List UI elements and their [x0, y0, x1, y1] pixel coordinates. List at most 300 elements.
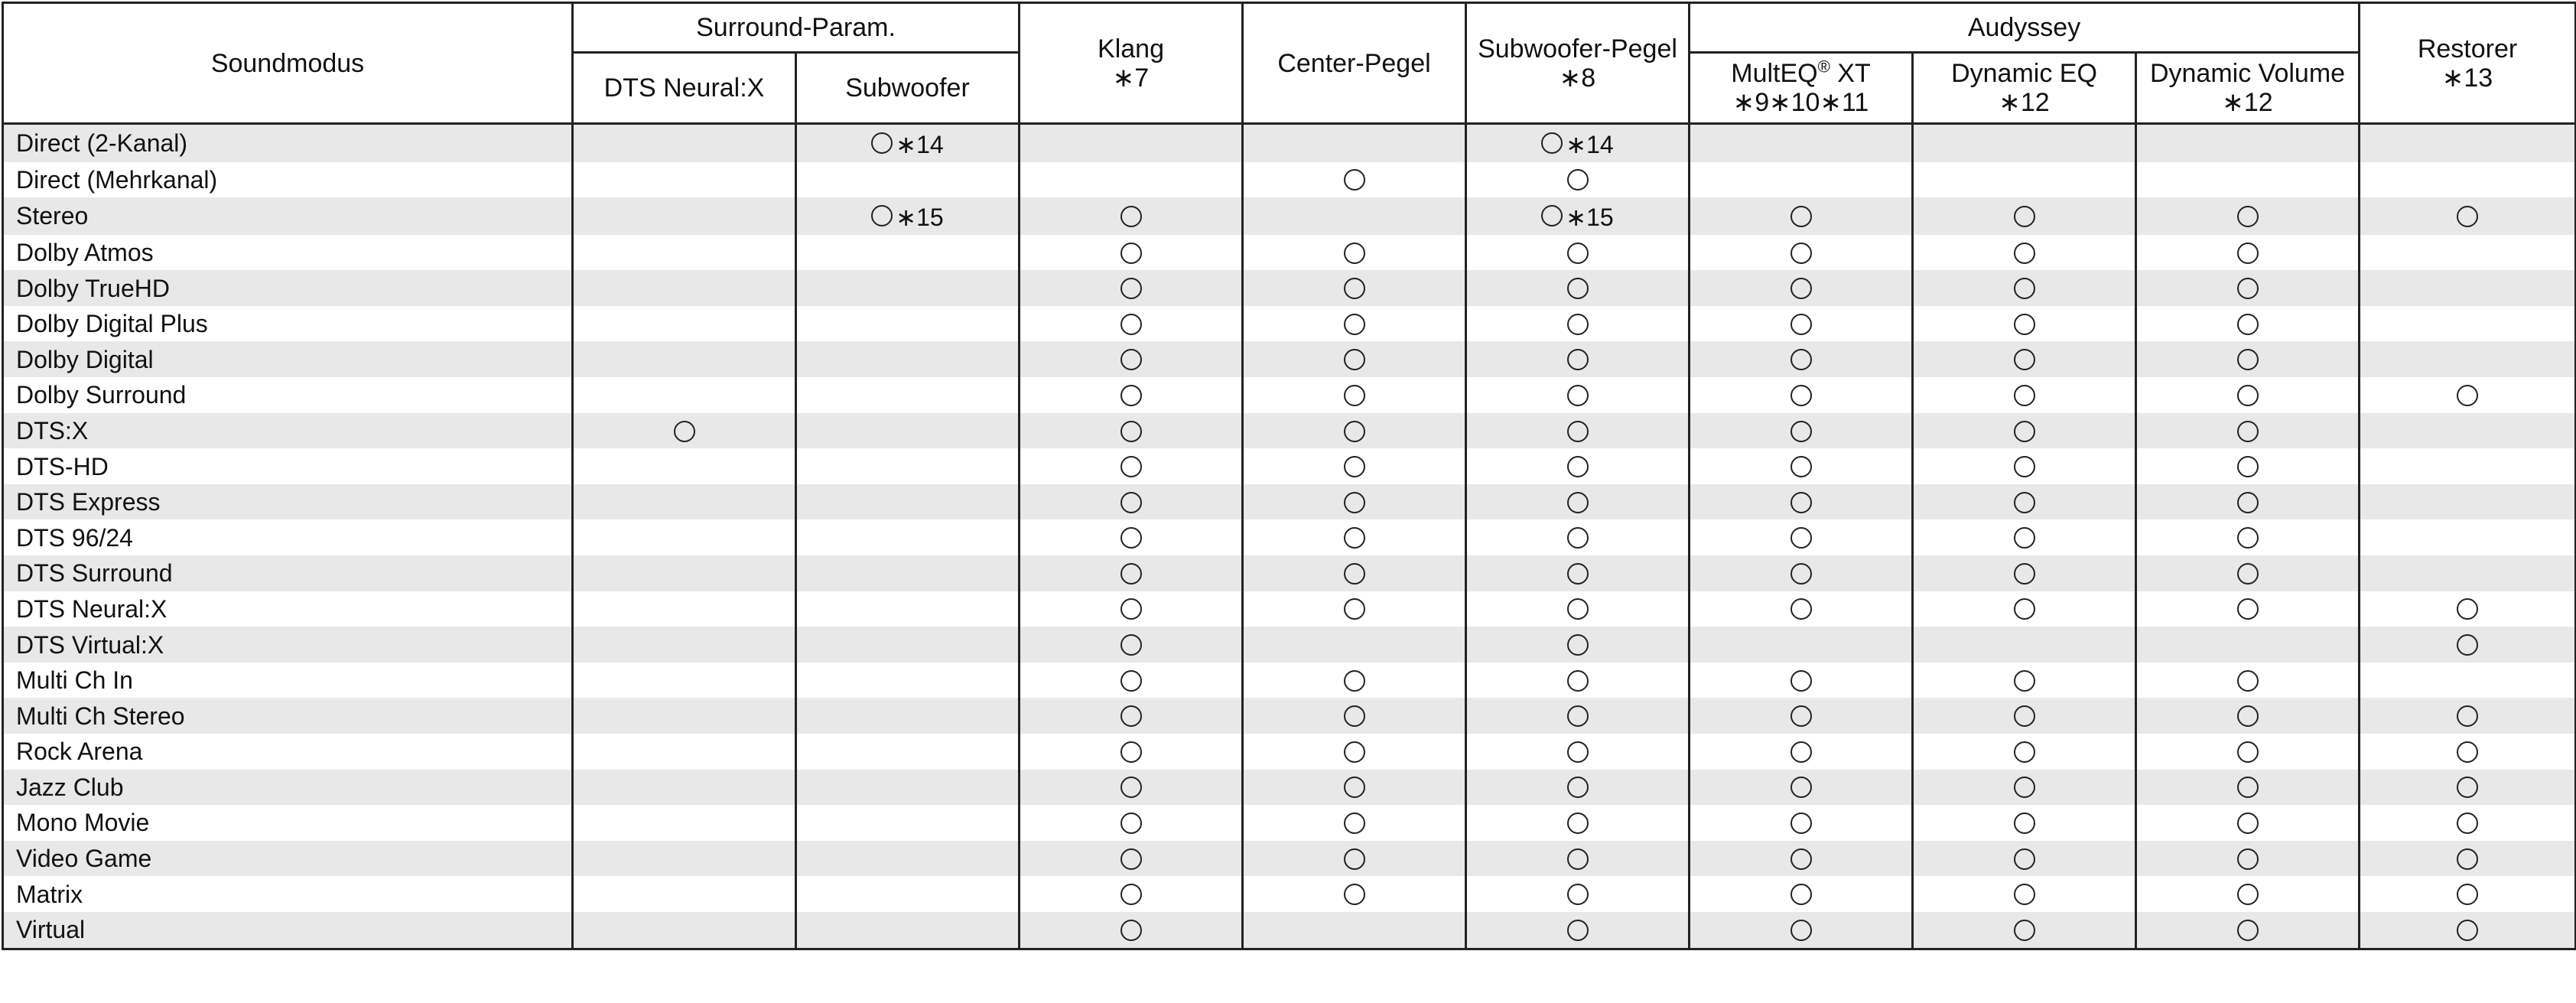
cell-multeq_xt: [1690, 162, 1913, 198]
table-row: [3, 698, 2576, 734]
soundmode-name: Direct (Mehrkanal): [3, 162, 573, 198]
cell-subwoofer: [796, 124, 1020, 162]
cell-restorer: [2360, 912, 2576, 949]
supported-circle-icon: [1344, 563, 1365, 585]
cell-center_pegel: [1243, 413, 1466, 449]
supported-circle-icon: [2237, 278, 2259, 299]
cell-dts_neural_x: [573, 484, 796, 520]
footnote-mark: ∗15: [896, 203, 944, 231]
supported-circle-icon: [1344, 598, 1365, 620]
cell-restorer: [2360, 235, 2576, 271]
cell-dynamic_volume: [2136, 197, 2360, 235]
supported-circle-icon: [1791, 456, 1812, 477]
cell-dynamic_volume: [2136, 413, 2360, 449]
cell-center_pegel: [1243, 197, 1466, 235]
table-row: [3, 197, 2576, 235]
table-row: [3, 805, 2576, 841]
table-row: [3, 377, 2576, 413]
cell-subwoofer: [796, 484, 1020, 520]
supported-circle-icon: [1791, 421, 1812, 442]
supported-circle-icon: [2237, 527, 2259, 549]
cell-restorer: [2360, 377, 2576, 413]
cell-restorer: [2360, 162, 2576, 198]
cell-center_pegel: [1243, 124, 1466, 162]
cell-subwoofer: [796, 519, 1020, 555]
cell-subwoofer_pegel: [1466, 197, 1690, 235]
supported-circle-icon: [1344, 385, 1365, 406]
cell-dynamic_eq: [1913, 235, 2136, 271]
soundmode-name: Dolby Digital Plus: [3, 306, 573, 342]
supported-circle-icon: [2014, 884, 2035, 905]
supported-circle-icon: [1120, 243, 1142, 264]
cell-dynamic_eq: [1913, 770, 2136, 806]
supported-circle-icon: [1791, 920, 1812, 941]
supported-circle-icon: [1120, 741, 1142, 763]
cell-dynamic_eq: [1913, 306, 2136, 342]
cell-dynamic_eq: [1913, 912, 2136, 949]
header-klang-note: ∗7: [1112, 63, 1150, 93]
cell-klang: [1020, 270, 1243, 306]
supported-circle-icon: [1791, 563, 1812, 585]
supported-circle-icon: [1541, 205, 1563, 226]
cell-restorer: [2360, 124, 2576, 162]
header-subwoofer-pegel: [1466, 3, 1690, 124]
cell-subwoofer: [796, 876, 1020, 912]
cell-center_pegel: [1243, 162, 1466, 198]
soundmode-name: Stereo: [3, 197, 573, 235]
supported-circle-icon: [1344, 243, 1365, 264]
supported-circle-icon: [1567, 812, 1589, 834]
table-row: [3, 306, 2576, 342]
cell-multeq_xt: [1690, 124, 1913, 162]
cell-subwoofer_pegel: [1466, 663, 1690, 699]
table-row: [3, 413, 2576, 449]
cell-dynamic_eq: [1913, 519, 2136, 555]
cell-dts_neural_x: [573, 270, 796, 306]
cell-dts_neural_x: [573, 734, 796, 770]
cell-subwoofer_pegel: [1466, 876, 1690, 912]
cell-subwoofer_pegel: [1466, 770, 1690, 806]
supported-circle-icon: [2014, 206, 2035, 227]
cell-klang: [1020, 448, 1243, 484]
table-row: [3, 519, 2576, 555]
cell-dts_neural_x: [573, 555, 796, 591]
soundmode-name: Dolby TrueHD: [3, 270, 573, 306]
cell-multeq_xt: [1690, 912, 1913, 949]
cell-dynamic_volume: [2136, 734, 2360, 770]
cell-restorer: [2360, 734, 2576, 770]
cell-klang: [1020, 663, 1243, 699]
supported-circle-icon: [1344, 670, 1365, 692]
supported-circle-icon: [1791, 812, 1812, 834]
cell-multeq_xt: [1690, 770, 1913, 806]
header-dynamic-volume: [2136, 53, 2360, 124]
cell-restorer: [2360, 413, 2576, 449]
supported-circle-icon: [1120, 492, 1142, 513]
cell-dts_neural_x: [573, 197, 796, 235]
cell-dts_neural_x: [573, 591, 796, 627]
table-row: [3, 591, 2576, 627]
supported-circle-icon: [2457, 777, 2478, 798]
supported-circle-icon: [1120, 206, 1142, 227]
table-row: [3, 484, 2576, 520]
table-row: [3, 627, 2576, 663]
cell-klang: [1020, 484, 1243, 520]
header-subwoofer: Subwoofer: [796, 53, 1020, 124]
cell-subwoofer: [796, 377, 1020, 413]
cell-subwoofer_pegel: [1466, 805, 1690, 841]
cell-subwoofer: [796, 591, 1020, 627]
cell-multeq_xt: [1690, 519, 1913, 555]
cell-dynamic_eq: [1913, 591, 2136, 627]
supported-circle-icon: [2457, 848, 2478, 870]
supported-circle-icon: [1344, 777, 1365, 798]
cell-multeq_xt: [1690, 841, 1913, 877]
soundmode-name: DTS Surround: [3, 555, 573, 591]
cell-dynamic_eq: [1913, 413, 2136, 449]
supported-circle-icon: [1567, 349, 1589, 370]
cell-klang: [1020, 627, 1243, 663]
supported-circle-icon: [2457, 634, 2478, 656]
supported-circle-icon: [1344, 456, 1365, 477]
header-klang-label: Klang: [1098, 34, 1164, 64]
cell-klang: [1020, 912, 1243, 949]
table-header: [3, 3, 2576, 124]
cell-subwoofer: [796, 698, 1020, 734]
supported-circle-icon: [1567, 670, 1589, 692]
supported-circle-icon: [2014, 741, 2035, 763]
soundmode-name: Direct (2-Kanal): [3, 124, 573, 162]
cell-dynamic_volume: [2136, 876, 2360, 912]
table-row: [3, 734, 2576, 770]
cell-subwoofer: [796, 770, 1020, 806]
cell-restorer: [2360, 876, 2576, 912]
header-dynamic-volume-note: ∗12: [2222, 88, 2273, 117]
cell-subwoofer: [796, 162, 1020, 198]
cell-center_pegel: [1243, 734, 1466, 770]
supported-circle-icon: [1567, 634, 1589, 656]
cell-multeq_xt: [1690, 555, 1913, 591]
table-row: [3, 876, 2576, 912]
supported-circle-icon: [2237, 848, 2259, 870]
supported-circle-icon: [1791, 278, 1812, 299]
cell-dts_neural_x: [573, 124, 796, 162]
supported-circle-icon: [1567, 492, 1589, 513]
supported-circle-icon: [1567, 884, 1589, 905]
cell-klang: [1020, 413, 1243, 449]
cell-klang: [1020, 876, 1243, 912]
cell-subwoofer_pegel: [1466, 841, 1690, 877]
cell-center_pegel: [1243, 805, 1466, 841]
cell-dynamic_eq: [1913, 698, 2136, 734]
cell-subwoofer_pegel: [1466, 627, 1690, 663]
cell-restorer: [2360, 519, 2576, 555]
supported-circle-icon: [1791, 314, 1812, 335]
footnote-mark: ∗15: [1566, 203, 1614, 231]
supported-circle-icon: [1344, 169, 1365, 191]
cell-restorer: [2360, 591, 2576, 627]
supported-circle-icon: [1791, 385, 1812, 406]
cell-dynamic_eq: [1913, 484, 2136, 520]
cell-subwoofer_pegel: [1466, 448, 1690, 484]
cell-dynamic_eq: [1913, 555, 2136, 591]
cell-restorer: [2360, 270, 2576, 306]
supported-circle-icon: [2237, 563, 2259, 585]
cell-subwoofer: [796, 448, 1020, 484]
cell-dts_neural_x: [573, 413, 796, 449]
cell-restorer: [2360, 448, 2576, 484]
cell-subwoofer_pegel: [1466, 484, 1690, 520]
cell-dynamic_volume: [2136, 162, 2360, 198]
supported-circle-icon: [1120, 634, 1142, 656]
cell-restorer: [2360, 306, 2576, 342]
cell-dynamic_eq: [1913, 627, 2136, 663]
supported-circle-icon: [871, 205, 893, 226]
supported-circle-icon: [2014, 670, 2035, 692]
cell-restorer: [2360, 770, 2576, 806]
cell-dts_neural_x: [573, 876, 796, 912]
header-multeq-xt-suffix: XT: [1830, 59, 1871, 88]
header-surround-param-group: Surround-Param.: [573, 3, 1020, 53]
cell-klang: [1020, 770, 1243, 806]
header-dynamic-volume-label: Dynamic Volume: [2149, 59, 2346, 88]
soundmode-name: DTS Virtual:X: [3, 627, 573, 663]
cell-klang: [1020, 124, 1243, 162]
supported-circle-icon: [1120, 421, 1142, 442]
supported-circle-icon: [1344, 349, 1365, 370]
cell-dynamic_eq: [1913, 663, 2136, 699]
soundmode-name: Dolby Atmos: [3, 235, 573, 271]
cell-subwoofer_pegel: [1466, 377, 1690, 413]
supported-circle-icon: [1791, 741, 1812, 763]
cell-subwoofer_pegel: [1466, 235, 1690, 271]
header-dts-neural-x: DTS Neural:X: [573, 53, 796, 124]
supported-circle-icon: [2014, 243, 2035, 264]
cell-dts_neural_x: [573, 235, 796, 271]
cell-dynamic_volume: [2136, 341, 2360, 377]
table-row: [3, 235, 2576, 271]
soundmode-name: DTS-HD: [3, 448, 573, 484]
cell-subwoofer: [796, 627, 1020, 663]
cell-subwoofer_pegel: [1466, 519, 1690, 555]
supported-circle-icon: [1120, 456, 1142, 477]
cell-subwoofer_pegel: [1466, 306, 1690, 342]
cell-subwoofer: [796, 235, 1020, 271]
supported-circle-icon: [2014, 777, 2035, 798]
supported-circle-icon: [1344, 492, 1365, 513]
table-row: [3, 555, 2576, 591]
supported-circle-icon: [1791, 705, 1812, 727]
supported-circle-icon: [1120, 527, 1142, 549]
cell-multeq_xt: [1690, 341, 1913, 377]
cell-dynamic_eq: [1913, 197, 2136, 235]
supported-circle-icon: [1344, 314, 1365, 335]
supported-circle-icon: [2237, 884, 2259, 905]
supported-circle-icon: [1791, 206, 1812, 227]
supported-circle-icon: [1567, 456, 1589, 477]
cell-center_pegel: [1243, 555, 1466, 591]
cell-subwoofer: [796, 306, 1020, 342]
cell-dynamic_eq: [1913, 124, 2136, 162]
cell-multeq_xt: [1690, 377, 1913, 413]
supported-circle-icon: [2237, 349, 2259, 370]
cell-center_pegel: [1243, 663, 1466, 699]
cell-multeq_xt: [1690, 698, 1913, 734]
cell-restorer: [2360, 197, 2576, 235]
cell-multeq_xt: [1690, 448, 1913, 484]
cell-subwoofer: [796, 197, 1020, 235]
cell-center_pegel: [1243, 448, 1466, 484]
supported-circle-icon: [2237, 777, 2259, 798]
soundmode-name: DTS Neural:X: [3, 591, 573, 627]
supported-circle-icon: [1344, 527, 1365, 549]
cell-center_pegel: [1243, 270, 1466, 306]
cell-subwoofer: [796, 341, 1020, 377]
soundmode-parameter-table: [2, 2, 2576, 950]
supported-circle-icon: [1567, 777, 1589, 798]
cell-dynamic_volume: [2136, 270, 2360, 306]
supported-circle-icon: [1567, 705, 1589, 727]
cell-center_pegel: [1243, 519, 1466, 555]
cell-dynamic_eq: [1913, 162, 2136, 198]
cell-dynamic_volume: [2136, 555, 2360, 591]
cell-dts_neural_x: [573, 770, 796, 806]
header-subwoofer-pegel-label: Subwoofer-Pegel: [1478, 34, 1677, 64]
cell-center_pegel: [1243, 341, 1466, 377]
cell-dynamic_eq: [1913, 805, 2136, 841]
supported-circle-icon: [1344, 812, 1365, 834]
cell-klang: [1020, 734, 1243, 770]
supported-circle-icon: [2457, 705, 2478, 727]
cell-dynamic_eq: [1913, 841, 2136, 877]
cell-klang: [1020, 519, 1243, 555]
cell-dts_neural_x: [573, 377, 796, 413]
header-soundmodus: Soundmodus: [3, 3, 573, 124]
soundmode-name: Matrix: [3, 876, 573, 912]
supported-circle-icon: [1120, 278, 1142, 299]
cell-multeq_xt: [1690, 413, 1913, 449]
soundmode-name: DTS Express: [3, 484, 573, 520]
soundmode-name: Dolby Surround: [3, 377, 573, 413]
supported-circle-icon: [2014, 492, 2035, 513]
cell-multeq_xt: [1690, 235, 1913, 271]
cell-subwoofer_pegel: [1466, 162, 1690, 198]
supported-circle-icon: [1120, 598, 1142, 620]
header-dynamic-eq: [1913, 53, 2136, 124]
cell-subwoofer: [796, 555, 1020, 591]
cell-subwoofer_pegel: [1466, 124, 1690, 162]
cell-dts_neural_x: [573, 306, 796, 342]
table-row: [3, 770, 2576, 806]
cell-center_pegel: [1243, 841, 1466, 877]
soundmode-name: Jazz Club: [3, 770, 573, 806]
supported-circle-icon: [1344, 848, 1365, 870]
header-dynamic-eq-label: Dynamic EQ: [1951, 59, 2097, 88]
supported-circle-icon: [2237, 492, 2259, 513]
cell-dts_neural_x: [573, 448, 796, 484]
supported-circle-icon: [1541, 132, 1563, 154]
header-multeq-note: ∗9∗10∗11: [1732, 88, 1869, 117]
supported-circle-icon: [1120, 349, 1142, 370]
table-row: [3, 912, 2576, 949]
table-row: [3, 270, 2576, 306]
supported-circle-icon: [1120, 385, 1142, 406]
cell-dynamic_eq: [1913, 377, 2136, 413]
table-row: [3, 448, 2576, 484]
supported-circle-icon: [2014, 705, 2035, 727]
cell-restorer: [2360, 663, 2576, 699]
cell-dynamic_eq: [1913, 876, 2136, 912]
supported-circle-icon: [871, 132, 893, 154]
cell-restorer: [2360, 484, 2576, 520]
cell-klang: [1020, 591, 1243, 627]
header-subwoofer-pegel-note: ∗8: [1559, 63, 1596, 93]
cell-dynamic_volume: [2136, 805, 2360, 841]
cell-center_pegel: [1243, 876, 1466, 912]
supported-circle-icon: [2237, 670, 2259, 692]
cell-klang: [1020, 306, 1243, 342]
cell-subwoofer: [796, 663, 1020, 699]
cell-dynamic_volume: [2136, 124, 2360, 162]
supported-circle-icon: [1120, 670, 1142, 692]
supported-circle-icon: [1791, 598, 1812, 620]
supported-circle-icon: [1120, 884, 1142, 905]
cell-subwoofer_pegel: [1466, 341, 1690, 377]
cell-klang: [1020, 377, 1243, 413]
cell-subwoofer: [796, 734, 1020, 770]
cell-center_pegel: [1243, 912, 1466, 949]
cell-subwoofer_pegel: [1466, 413, 1690, 449]
cell-dts_neural_x: [573, 162, 796, 198]
supported-circle-icon: [2014, 314, 2035, 335]
supported-circle-icon: [2237, 741, 2259, 763]
header-restorer-note: ∗13: [2441, 63, 2493, 93]
cell-multeq_xt: [1690, 306, 1913, 342]
table-row: [3, 841, 2576, 877]
cell-dynamic_volume: [2136, 306, 2360, 342]
cell-klang: [1020, 235, 1243, 271]
cell-subwoofer_pegel: [1466, 912, 1690, 949]
supported-circle-icon: [1791, 884, 1812, 905]
header-multeq-label: MultEQ: [1731, 59, 1818, 88]
supported-circle-icon: [2457, 884, 2478, 905]
cell-multeq_xt: [1690, 484, 1913, 520]
soundmode-name: Rock Arena: [3, 734, 573, 770]
supported-circle-icon: [1120, 812, 1142, 834]
header-klang: [1020, 3, 1243, 124]
supported-circle-icon: [2457, 385, 2478, 406]
cell-dynamic_volume: [2136, 484, 2360, 520]
supported-circle-icon: [2014, 848, 2035, 870]
supported-circle-icon: [1344, 884, 1365, 905]
cell-klang: [1020, 698, 1243, 734]
cell-dynamic_eq: [1913, 448, 2136, 484]
soundmode-name: Virtual: [3, 912, 573, 949]
supported-circle-icon: [1567, 527, 1589, 549]
supported-circle-icon: [2457, 206, 2478, 227]
cell-center_pegel: [1243, 377, 1466, 413]
cell-multeq_xt: [1690, 627, 1913, 663]
cell-multeq_xt: [1690, 270, 1913, 306]
cell-center_pegel: [1243, 770, 1466, 806]
supported-circle-icon: [1120, 563, 1142, 585]
cell-subwoofer: [796, 912, 1020, 949]
supported-circle-icon: [1791, 349, 1812, 370]
supported-circle-icon: [2014, 385, 2035, 406]
supported-circle-icon: [1120, 777, 1142, 798]
cell-dts_neural_x: [573, 805, 796, 841]
cell-dynamic_volume: [2136, 591, 2360, 627]
